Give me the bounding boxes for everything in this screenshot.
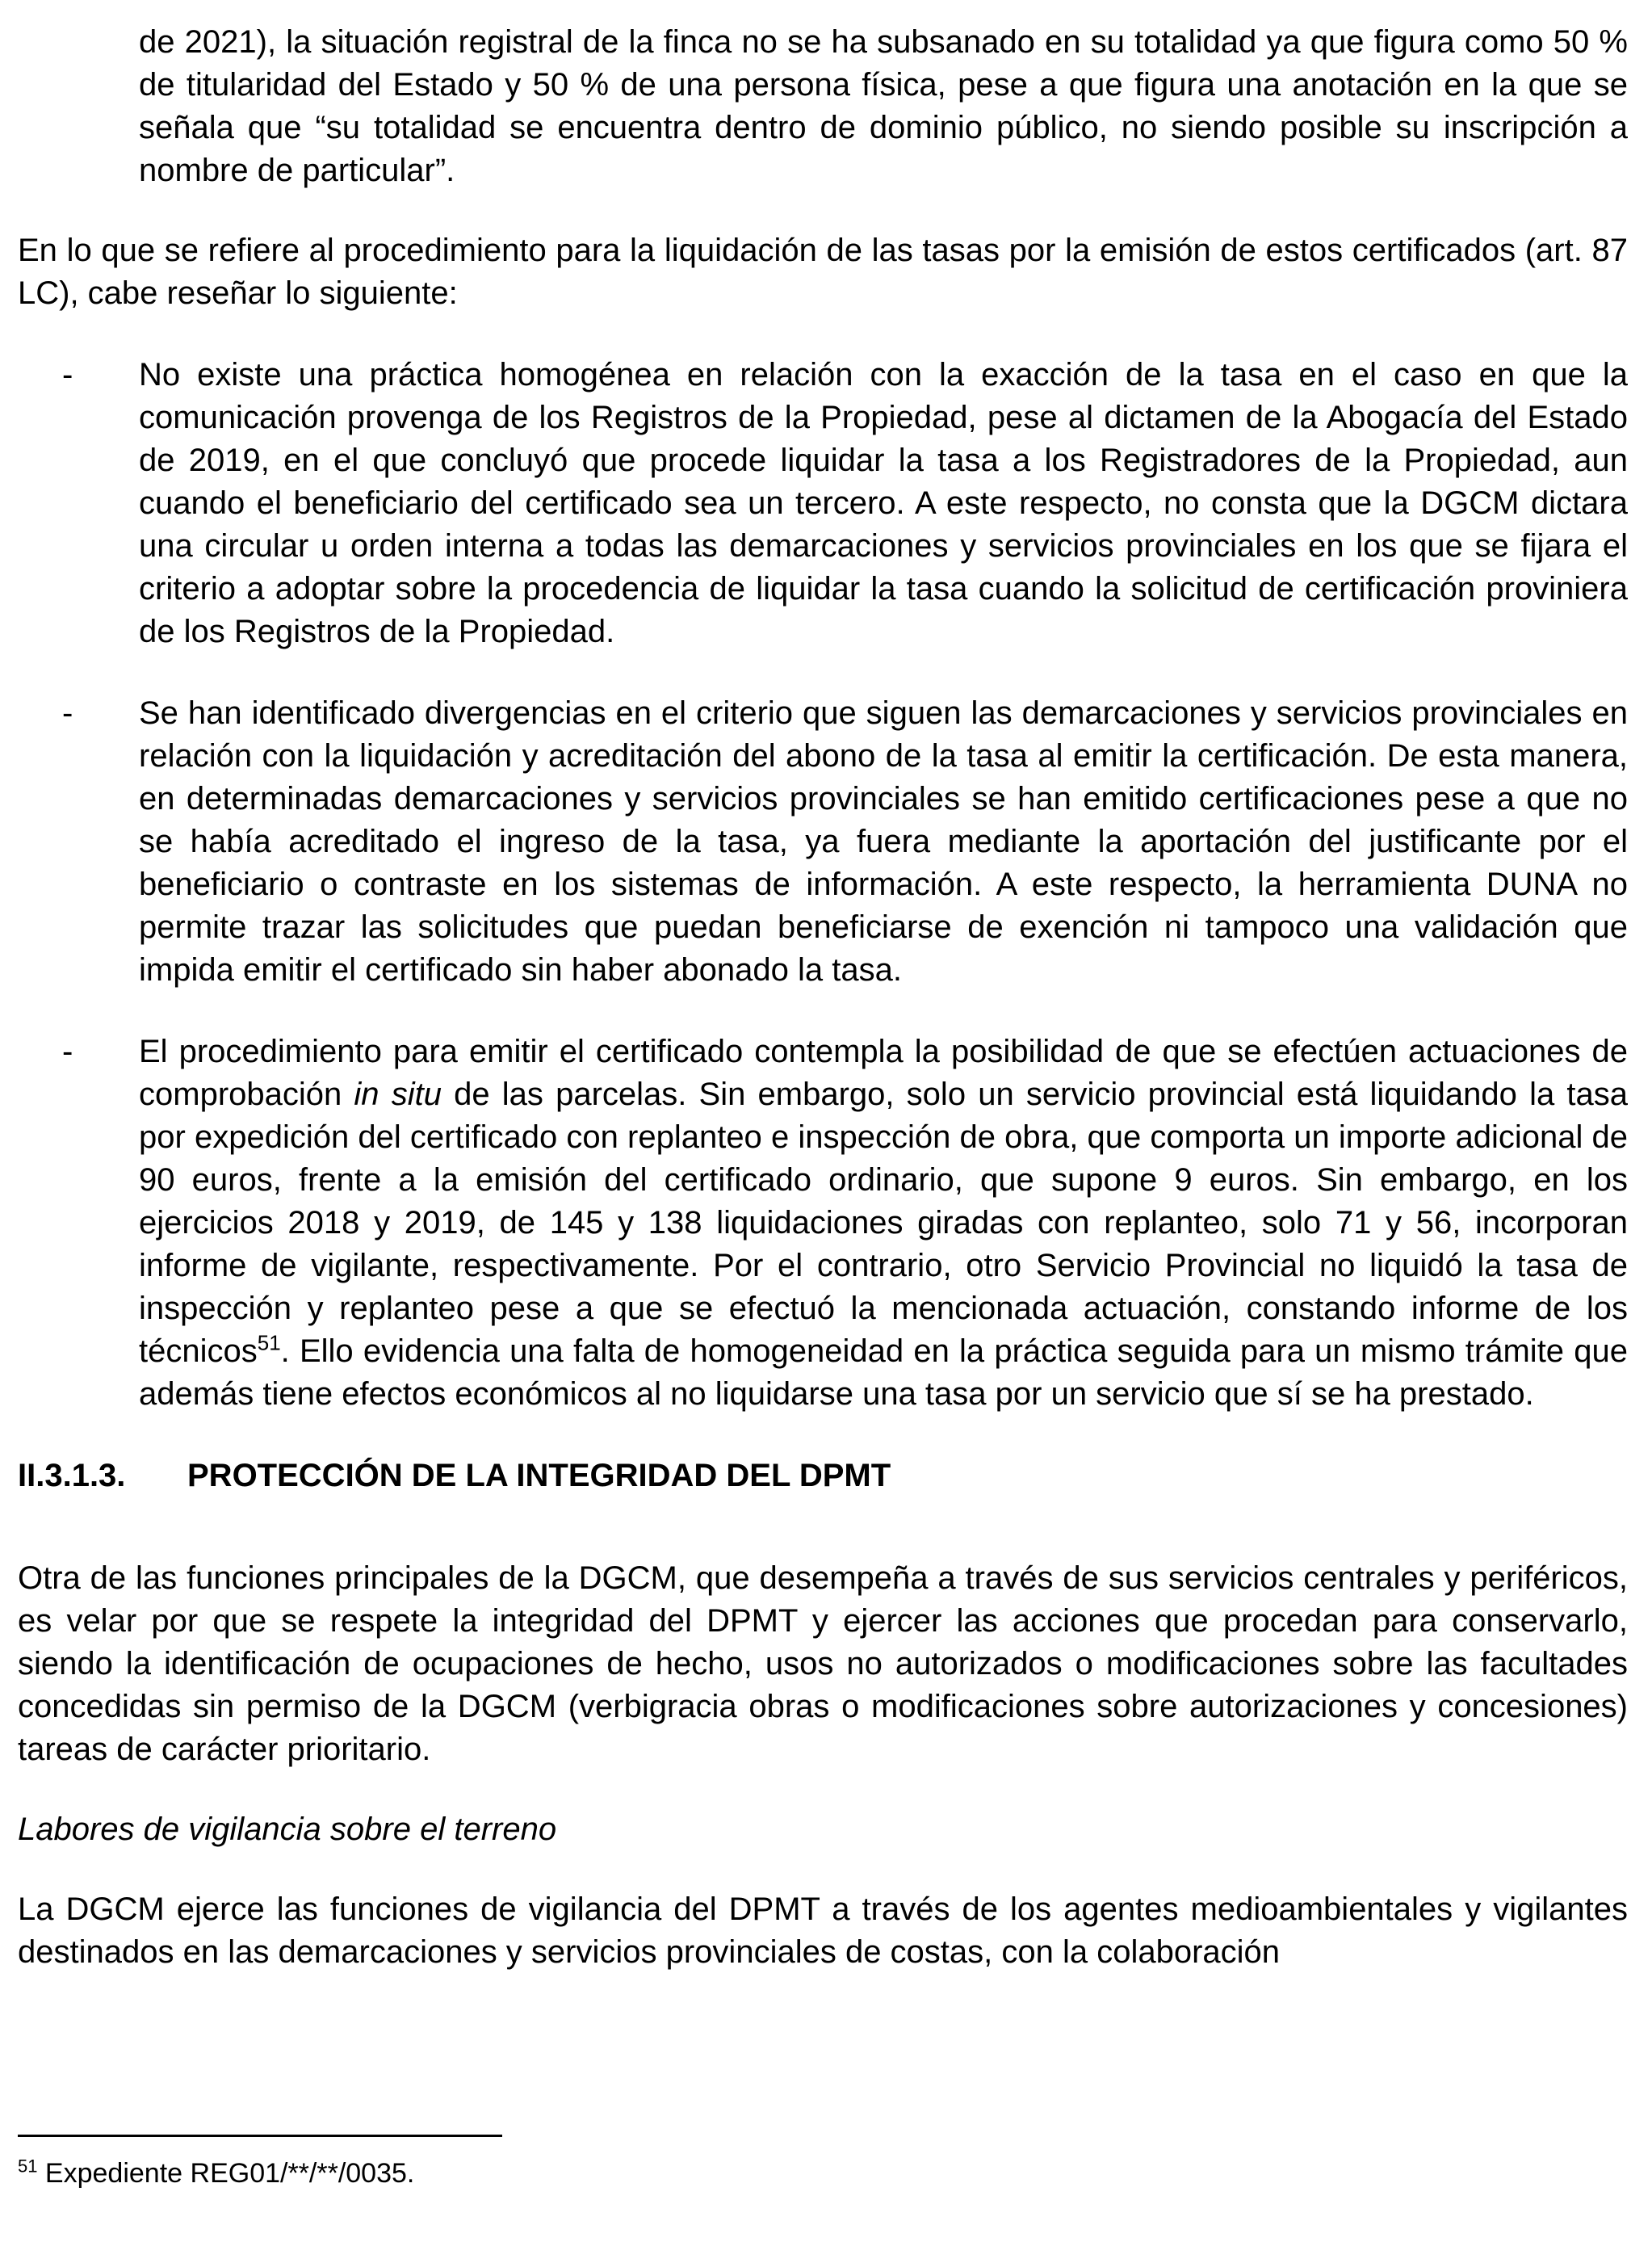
bullet-text-3 [139,1031,1628,1416]
paragraph-integrity: Otra de las funciones principales de la DGCM, que desempeña a través de sus servicios centrales y periféricos, es velar por que se respete la integridad del DPMT y ejercer las acciones que procedan para conservarlo, siendo la identificación de ocupaciones de hecho, usos no autorizados o modificaciones sobre las facultades concedidas sin permiso de la DGCM (verbigracia obras o modificaciones sobre autorizaciones y concesiones) tareas de carácter prioritario. [18,1560,1628,1767]
section-number: II.3.1.3. [18,1458,126,1493]
bullet-item-1 [18,354,1628,653]
footnote-reference[interactable]: 51 [257,1330,281,1355]
bullet-dash: - [62,695,73,731]
paragraph-continuation: de 2021), la situación registral de la finca no se ha subsanado en su totalidad ya que figura como 50 % de titularidad del Estado y 50 % de una persona física, pese a que figura una anotación en la que se señala que “su totalidad se encuentra dentro de dominio público, no siendo posible su inscripción a nombre de particular”. [139,24,1628,188]
bullet-text-2: Se han identificado divergencias en el criterio que siguen las demarcaciones y servicios provinciales en relación con la liquidación y acreditación del abono de la tasa al emitir la certificación. De esta manera, en determinadas demarcaciones y servicios provinciales se han emitido certificaciones pese a que no se había acreditado el ingreso de la tasa, ya fuera mediante la aportación del justificante por el beneficiario o contraste en los sistemas de información. A este respecto, la herramienta DUNA no permite trazar las solicitudes que puedan beneficiarse de exención ni tampoco una validación que impida emitir el certificado sin haber abonado la tasa. [139,695,1628,988]
footnote-text: Expediente REG01/**/**/0035. [37,2158,415,2189]
bullet-item-2 [18,692,1628,992]
bullet-dash: - [62,1034,73,1069]
footnote-number: 51 [18,2156,38,2177]
bullet-dash: - [62,357,73,393]
document-page [18,21,1628,1974]
bullet-3-italic-term: in situ [354,1077,442,1112]
section-heading [18,1455,1628,1497]
bullet-item-3 [18,1031,1628,1416]
bullet-3-text-b: de las parcelas. Sin embargo, solo un servicio provincial está liquidando la tasa por expedición del certificado con replanteo e inspección de obra, que comporta un importe adicional de 90 euros, frente a la emisión del certificado ordinario, que supone 9 euros. Sin embargo, en los ejercicios 2018 y 2019, de 145 y 138 liquidaciones giradas con replanteo, solo 71 y 56, incorporan informe de vigilante, respectivamente. Por el contrario, otro Servicio Provincial no liquidó la tasa de inspección y replanteo pese a que se efectuó la mencionada actuación, constando informe de los técnicos [139,1077,1628,1369]
footnote-divider [18,2135,502,2137]
paragraph-procedure-intro: En lo que se refiere al procedimiento para la liquidación de las tasas por la emisión de estos certificados (art. 87 LC), cabe reseñar lo siguiente: [18,233,1628,311]
footnote [18,2156,414,2191]
bullet-3-text-c: . Ello evidencia una falta de homogeneidad en la práctica seguida para un mismo trámite que además tiene efectos económicos al no liquidarse una tasa por un servicio que sí se ha prestado. [139,1333,1628,1412]
bullet-3-text-a: El procedimiento para emitir el certificado contempla la posibilidad de que se efectúen actuaciones de comprobación [139,1034,1628,1112]
subheading-vigilance: Labores de vigilancia sobre el terreno [18,1812,557,1847]
paragraph-vigilance: La DGCM ejerce las funciones de vigilancia del DPMT a través de los agentes medioambientales y vigilantes destinados en las demarcaciones y servicios provinciales de costas, con la colaboración [18,1891,1628,1970]
section-title: PROTECCIÓN DE LA INTEGRIDAD DEL DPMT [187,1458,891,1493]
bullet-text-1: No existe una práctica homogénea en relación con la exacción de la tasa en el caso en que la comunicación provenga de los Registros de la Propiedad, pese al dictamen de la Abogacía del Estado de 2019, en el que concluyó que procede liquidar la tasa a los Registradores de la Propiedad, aun cuando el beneficiario del certificado sea un tercero. A este respecto, no consta que la DGCM dictara una circular u orden interna a todas las demarcaciones y servicios provinciales en los que se fijara el criterio a adoptar sobre la procedencia de liquidar la tasa cuando la solicitud de certificación proviniera de los Registros de la Propiedad. [139,357,1628,649]
